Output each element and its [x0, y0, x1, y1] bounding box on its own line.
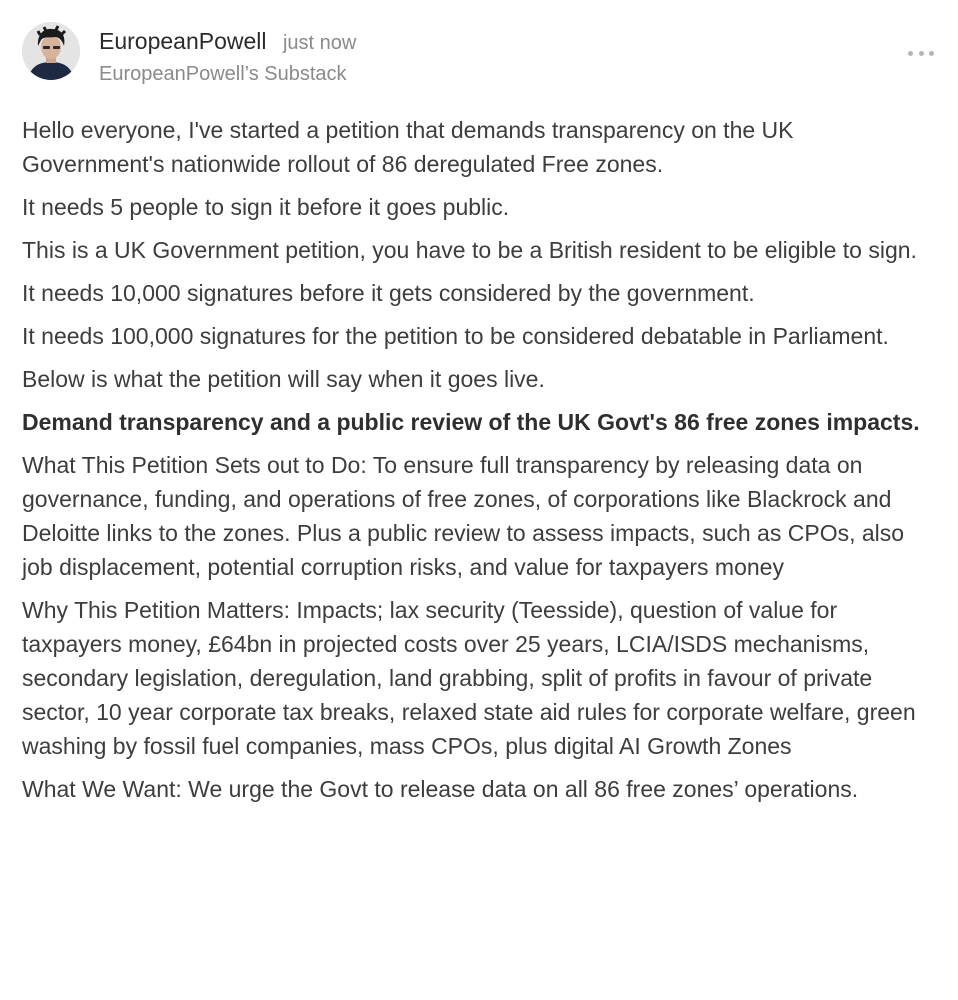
more-options-icon[interactable] — [908, 46, 934, 60]
post-body — [22, 113, 936, 806]
post-paragraph: Hello everyone, I've started a petition that demands transparency on the UK Government's nationwide rollout of 86 deregulated Free zones. — [22, 117, 794, 177]
publication-name[interactable]: EuropeanPowell’s Substack — [99, 63, 347, 85]
post-paragraph: This is a UK Government petition, you have to be a British resident to be eligible to sign. — [22, 237, 917, 263]
more-dot — [929, 51, 934, 56]
post-paragraph: What We Want: We urge the Govt to release data on all 86 free zones’ operations. — [22, 776, 859, 802]
post-paragraph: It needs 10,000 signatures before it gets considered by the government. — [22, 280, 755, 306]
more-dot — [908, 51, 913, 56]
post-timestamp: just now — [282, 32, 357, 54]
post-paragraph: Below is what the petition will say when it goes live. — [22, 366, 545, 392]
post-card — [22, 22, 936, 815]
more-dot — [919, 51, 924, 56]
post-paragraph: It needs 100,000 signatures for the petition to be considered debatable in Parliament. — [22, 323, 889, 349]
avatar-image — [22, 22, 80, 80]
avatar[interactable] — [22, 22, 80, 80]
post-paragraph: What This Petition Sets out to Do: To ensure full transparency by releasing data on governance, funding, and operations of free zones, of corporations like Blackrock and Deloitte links to the zones. Plus a public review to assess impacts, such as CPOs, also job displacement, potential corruption risks, and value for taxpayers money — [22, 452, 905, 580]
author-line — [99, 28, 356, 55]
author-name[interactable]: EuropeanPowell — [99, 28, 267, 54]
post-paragraph: It needs 5 people to sign it before it goes public. — [22, 194, 510, 220]
petition-title: Demand transparency and a public review of the UK Govt's 86 free zones impacts. — [22, 409, 920, 435]
post-paragraph: Why This Petition Matters: Impacts; lax security (Teesside), question of value for taxpayers money, £64bn in projected costs over 25 years, LCIA/ISDS mechanisms, secondary legislation, deregulation, land grabbing, split of profits in favour of private sector, 10 year corporate tax breaks, relaxed state aid rules for corporate welfare, green washing by fossil fuel companies, mass CPOs, plus digital AI Growth Zones — [22, 597, 916, 759]
post-header — [22, 22, 936, 88]
